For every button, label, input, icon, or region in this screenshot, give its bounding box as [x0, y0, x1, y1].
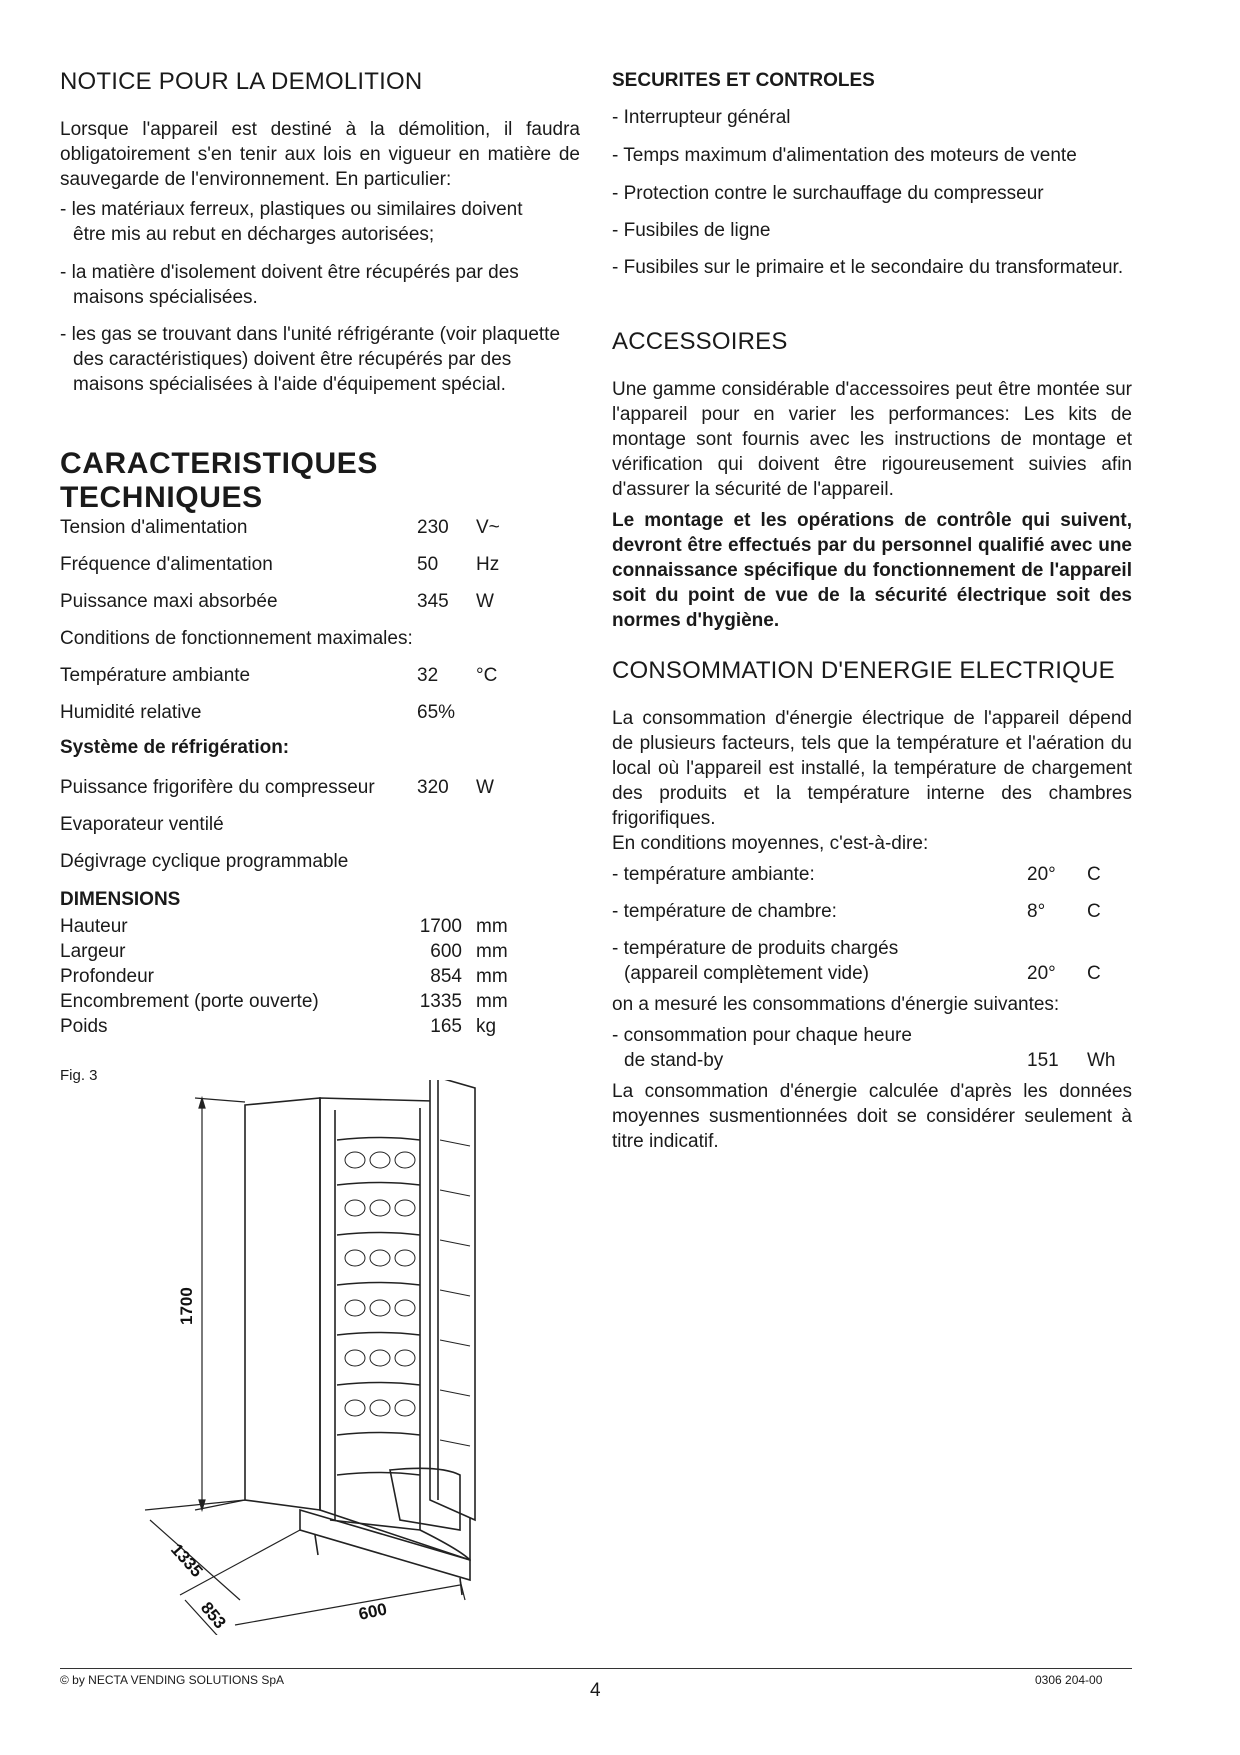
figure-caption: Fig. 3 [60, 1067, 98, 1084]
demolition-intro: Lorsque l'appareil est destiné à la démolition, il faudra obligatoirement s'en tenir aux lois en vigueur en matière de sauvegarde de l'environnement. En particulier: [60, 119, 580, 190]
spec-label: Tension d'alimentation [60, 517, 248, 538]
spec-row [60, 552, 580, 577]
condition-label-note: (appareil complètement vide) [624, 963, 870, 984]
condition-row [612, 899, 1132, 924]
footer-copyright: © by NECTA VENDING SOLUTIONS SpA [60, 1673, 285, 1687]
cabinet-side [245, 1098, 320, 1510]
condition-value: 20° [1027, 963, 1056, 984]
condition-label: - température de chambre: [612, 901, 837, 922]
width-dimension-label: 600 [356, 1599, 389, 1624]
spec-label: Puissance maxi absorbée [60, 591, 278, 612]
accessories-text: Une gamme considérable d'accessoires peut être montée sur l'appareil pour en varier les performances: Les kits de montage sont fournis avec les instructions de montage et vérification qui doivent être rigoureusement suivies afin d'assurer la sécurité de l'appareil. [612, 379, 1132, 500]
safety-item: - Fusibiles sur le primaire et le secondaire du transformateur. [612, 257, 1124, 278]
consumption-unit: Wh [1087, 1050, 1116, 1071]
measured-text: on a mesuré les consommations d'énergie suivantes: [612, 994, 1060, 1015]
spec-row [60, 663, 580, 688]
energy-note: La consommation d'énergie calculée d'après les données moyennes susmentionnées doit se considérer seulement à titre indicatif. [612, 1081, 1132, 1152]
condition-unit: C [1087, 901, 1101, 922]
energy-average: En conditions moyennes, c'est-à-dire: [612, 833, 929, 854]
dimension-unit: mm [476, 916, 508, 937]
energy-intro: La consommation d'énergie électrique de l'appareil dépend de plusieurs facteurs, tels que la température et l'aération du local où l'appareil est installé, la température de chargement des produits et la température interne des chambres frigorifiques. [612, 708, 1132, 829]
spec-row [60, 700, 580, 725]
consumption-label-note: de stand-by [624, 1050, 724, 1071]
dimension-label: Poids [60, 1016, 108, 1037]
dimension-value: 165 [430, 1016, 462, 1037]
condition-value: 20° [1027, 864, 1056, 885]
spec-value: 230 [417, 517, 449, 538]
dimension-unit: kg [476, 1016, 497, 1037]
demolition-item: - les matériaux ferreux, plastiques ou similaires doivent être mis au rebut en décharges autorisées; [60, 199, 523, 245]
document-code: 0306 204-00 [1035, 1673, 1103, 1687]
dimension-unit: mm [476, 991, 508, 1012]
door-open-dimension-label: 1335 [167, 1539, 207, 1581]
refrig-title: Système de réfrigération: [60, 737, 290, 758]
dimension-row [60, 989, 580, 1014]
spec-value: 345 [417, 591, 449, 612]
energy-title: CONSOMMATION D'ENERGIE ELECTRIQUE [612, 657, 1115, 684]
demolition-item: - les gas se trouvant dans l'unité réfrigérante (voir plaquette des caractéristiques) doivent être récupérés par des maisons spécialisées à l'aide d'équipement spécial. [60, 324, 561, 395]
dimension-value: 600 [430, 941, 462, 962]
condition-value: 8° [1027, 901, 1046, 922]
page-number: 4 [590, 1680, 601, 1701]
dimension-row [60, 1014, 580, 1039]
spec-row [60, 589, 580, 614]
spec-value: 50 [417, 554, 439, 575]
footer-divider [60, 1668, 1132, 1669]
spec-unit: W [476, 777, 494, 798]
dimension-row [60, 914, 580, 939]
spec-label: Fréquence d'alimentation [60, 554, 273, 575]
spec-unit: W [476, 591, 494, 612]
condition-label: - température ambiante: [612, 864, 815, 885]
spec-unit: V~ [476, 517, 500, 538]
dimension-row [60, 964, 580, 989]
spec-value: 65% [417, 702, 456, 723]
cabinet-base [300, 1510, 470, 1580]
demolition-title: NOTICE POUR LA DEMOLITION [60, 68, 423, 95]
dimension-unit: mm [476, 966, 508, 987]
safety-item: - Protection contre le surchauffage du compresseur [612, 183, 1044, 204]
spec-unit: °C [476, 665, 498, 686]
spec-unit: Hz [476, 554, 500, 575]
dimension-label: Encombrement (porte ouverte) [60, 991, 319, 1012]
consumption-row [612, 1023, 1132, 1073]
dimension-label: Largeur [60, 941, 126, 962]
spec-row [60, 849, 580, 874]
dimension-label: Profondeur [60, 966, 155, 987]
safety-item: - Interrupteur général [612, 107, 791, 128]
dimension-label: Hauteur [60, 916, 128, 937]
spec-label: Evaporateur ventilé [60, 814, 224, 835]
spec-label: Humidité relative [60, 702, 202, 723]
dimension-value: 1335 [419, 991, 462, 1012]
consumption-label: - consommation pour chaque heure [612, 1025, 912, 1046]
dimension-unit: mm [476, 941, 508, 962]
dimension-row [60, 939, 580, 964]
tech-title: CARACTERISTIQUES TECHNIQUES [60, 447, 378, 514]
spec-label: Dégivrage cyclique programmable [60, 851, 349, 872]
consumption-value: 151 [1027, 1050, 1059, 1071]
accessories-title: ACCESSOIRES [612, 328, 788, 355]
depth-dimension-label: 853 [196, 1598, 230, 1633]
dimensions-title: DIMENSIONS [60, 889, 181, 910]
demolition-item: - la matière d'isolement doivent être récupérés par des maisons spécialisées. [60, 262, 519, 308]
height-dimension-label: 1700 [177, 1287, 196, 1325]
accessories-warning: Le montage et les opérations de contrôle qui suivent, devront être effectués par du personnel qualifié avec une connaissance spécifique du fonctionnement de l'appareil soit du point de vue de la sécurité électrique soit des normes d'hygiène. [612, 510, 1132, 631]
safety-item: - Fusibiles de ligne [612, 220, 771, 241]
condition-row [612, 936, 1132, 986]
spec-row [60, 812, 580, 837]
spec-value: 320 [417, 777, 449, 798]
condition-unit: C [1087, 864, 1101, 885]
spec-label: Conditions de fonctionnement maximales: [60, 628, 413, 649]
condition-unit: C [1087, 963, 1101, 984]
dimension-value: 1700 [419, 916, 462, 937]
spec-label: Puissance frigorifère du compresseur [60, 777, 375, 798]
spec-row [60, 626, 580, 651]
spec-row [60, 775, 580, 800]
spec-label: Température ambiante [60, 665, 251, 686]
condition-label: - température de produits chargés [612, 938, 899, 959]
spec-row [60, 515, 580, 540]
safety-title: SECURITES ET CONTROLES [612, 70, 875, 91]
safety-item: - Temps maximum d'alimentation des moteurs de vente [612, 145, 1077, 166]
dimension-value: 854 [430, 966, 462, 987]
condition-row [612, 862, 1132, 887]
product-shelves [337, 1138, 420, 1476]
vending-machine-figure [140, 1080, 520, 1635]
spec-value: 32 [417, 665, 439, 686]
